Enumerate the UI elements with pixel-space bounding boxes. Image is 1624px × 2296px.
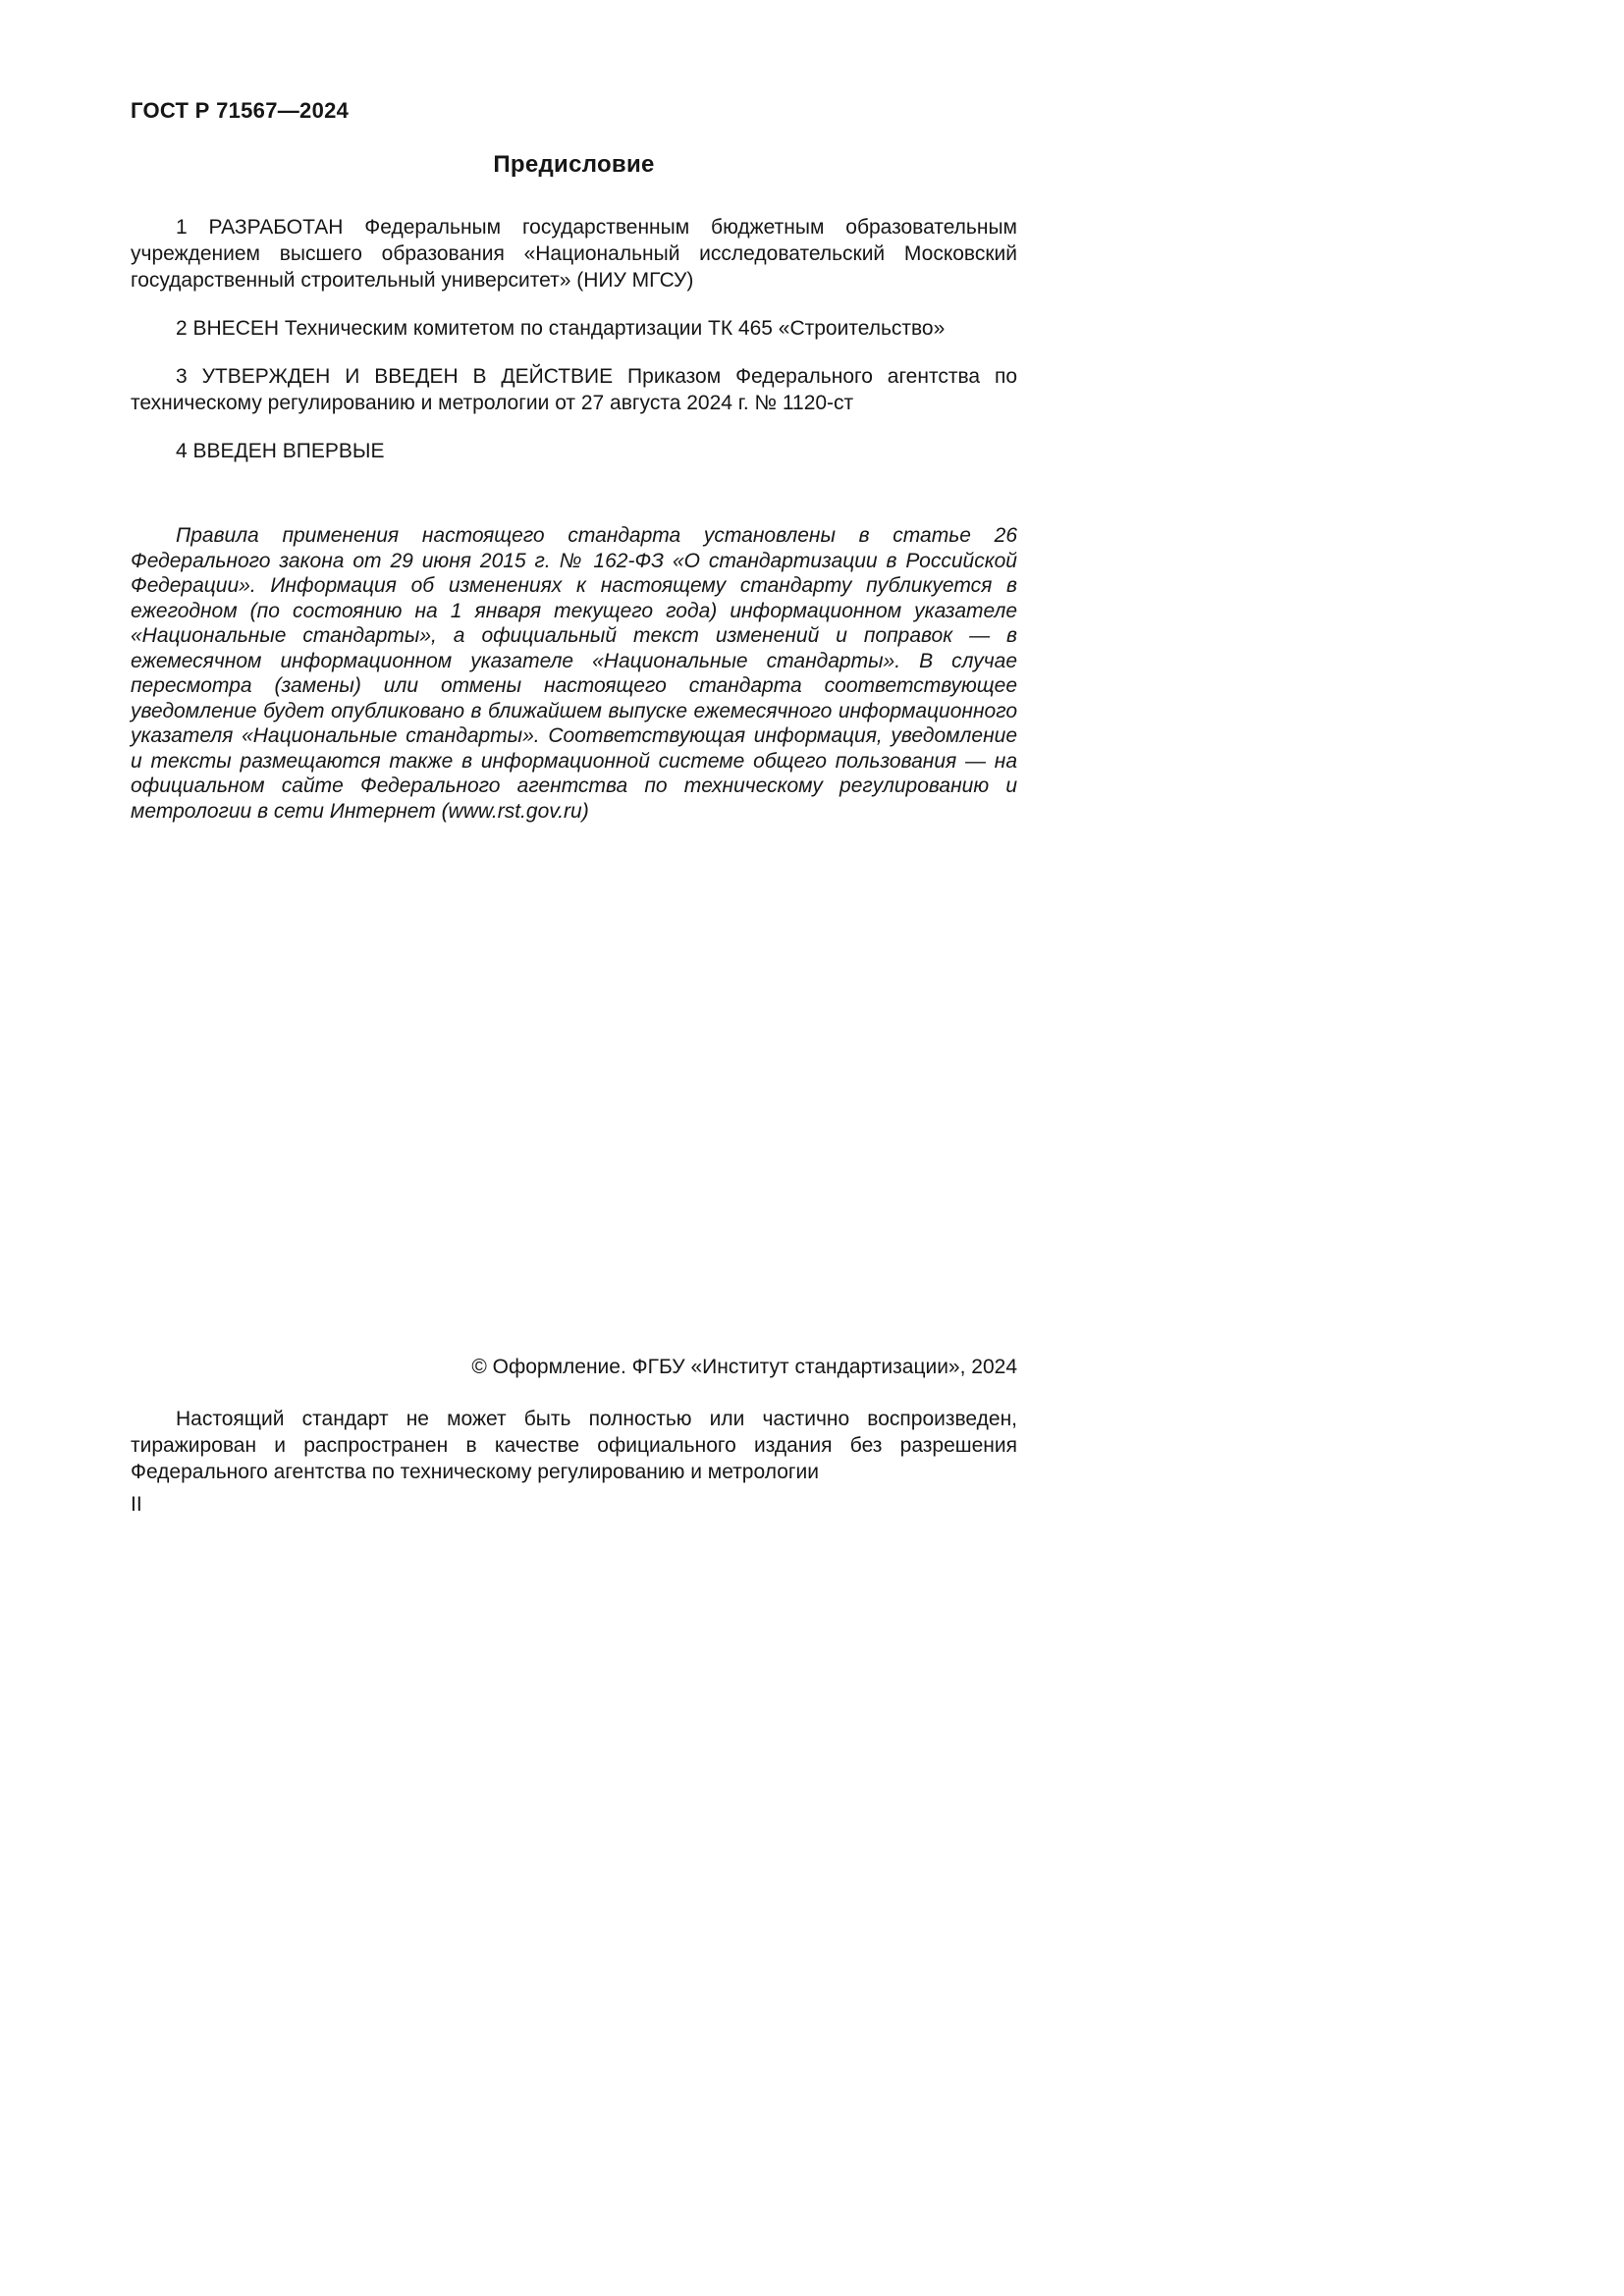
- distribution-restriction-notice: Настоящий стандарт не может быть полностью или частично воспроизведен, тиражирован и распространен в качестве официального издания без разрешения Федерального агентства по техническому регулированию и метрологии: [131, 1408, 1017, 1483]
- application-rules-notice: Правила применения настоящего стандарта установлены в статье 26 Федерального закона от 29 июня 2015 г. № 162-ФЗ «О стандартизации в Российской Федерации». Информация об изменениях к настоящему стандарту публикуется в ежегодном (по состоянию на 1 января текущего года) информационном указателе «Национальные стандарты», а официальный текст изменений и поправок — в ежемесячном информационном указателе «Национальные стандарты». В случае пересмотра (замены) или отмены настоящего стандарта соответствующее уведомление будет опубликовано в ближайшем выпуске ежемесячного информационного указателя «Национальные стандарты». Соответствующая информация, уведомление и тексты размещаются также в информационной системе общего пользования — на официальном сайте Федерального агентства по техническому регулированию и метрологии в сети Интернет (www.rst.gov.ru): [131, 524, 1017, 823]
- page-content: [131, 0, 1017, 1518]
- standard-designation: ГОСТ Р 71567—2024: [131, 98, 350, 123]
- foreword-item-developed: 1 РАЗРАБОТАН Федеральным государственным бюджетным образовательным учреждением высшего образования «Национальный исследовательский Московский государственный строительный университет» (НИУ МГСУ): [131, 216, 1017, 292]
- foreword-item-first-edition: 4 ВВЕДЕН ВПЕРВЫЕ: [176, 440, 385, 462]
- foreword-item-submitted: 2 ВНЕСЕН Техническим комитетом по стандартизации ТК 465 «Строительство»: [176, 317, 946, 340]
- page-title: Предисловие: [493, 151, 655, 178]
- copyright-line: © Оформление. ФГБУ «Институт стандартизации», 2024: [471, 1356, 1017, 1378]
- page-number: II: [131, 1493, 142, 1516]
- foreword-item-approved: 3 УТВЕРЖДЕН И ВВЕДЕН В ДЕЙСТВИЕ Приказом Федерального агентства по техническому регулированию и метрологии от 27 августа 2024 г. № 1120-ст: [131, 365, 1017, 414]
